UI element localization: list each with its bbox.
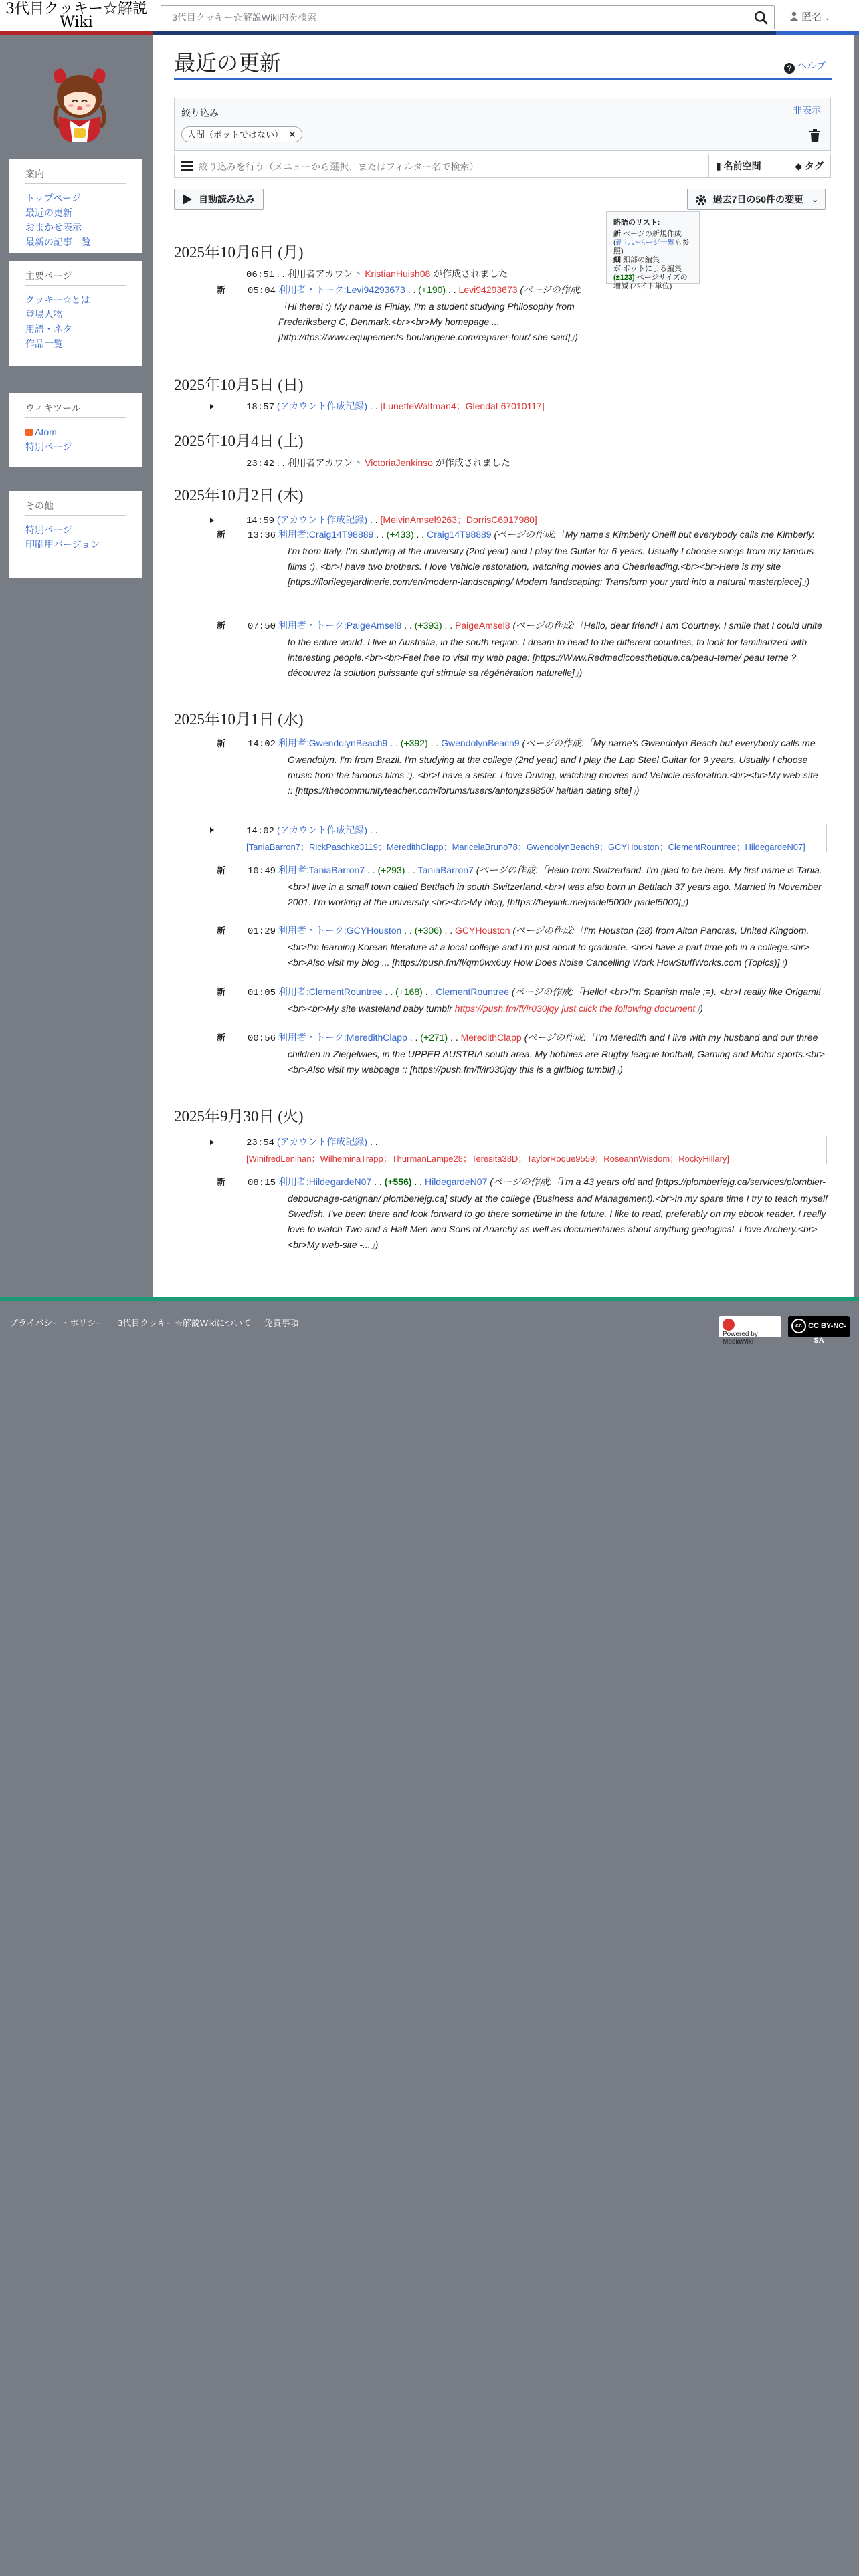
legend-title: 略語のリスト: xyxy=(613,219,660,227)
edit-summary: (ページの作成:「My name's Kimberly Oneill but everybody calls me Kimberly. I'm from Italy. I'm studying at the university (2nd year) and I play the Guitar for 6 years. Usually I choose songs from my famous films ;). <br>I have two brothers. I love Vehicle restoration, watching movies and Cheerleading.<br><br>Here is my site [https://florilegejardinerie.com/en/modern-landscaping/ Modern landscaping: Transform your yard into a natural masterpiece]」) xyxy=(288,529,816,587)
day-heading: 2025年10月5日 (日) xyxy=(174,377,304,393)
edit-summary: (ページの作成:「Hello from Switzerland. I'm glad to be here. My first name is Tania. <br>I live in a small town called Bettlach in south Switzerland.<br>I was also born in Bettlach 37 years ago. Married in November 2001. I'm working at the university.<br><br>My blog; [https://heylink.me/padel5000/ padel5000]」) xyxy=(288,865,822,907)
user-links[interactable]: [LunetteWaltman4；GlendaL67010117] xyxy=(380,401,545,411)
cc-license-icon: cc xyxy=(791,1319,806,1333)
legend-box xyxy=(606,211,700,290)
portal-heading: 主要ページ xyxy=(25,269,126,286)
user-link[interactable]: KristianHuish08 xyxy=(365,268,431,279)
nav-link-special-pages-2[interactable]: 特別ページ xyxy=(25,524,72,535)
new-pages-link[interactable]: 新しいページ一覧 xyxy=(615,239,675,247)
nav-link-recent-changes[interactable]: 最近の更新 xyxy=(25,207,72,218)
page-link[interactable]: 利用者:GwendolynBeach9 xyxy=(278,738,388,748)
portal-navigation xyxy=(9,159,142,253)
edit-summary: (ページの作成:「I'm a 43 years old and [https://plomberiejg.ca/services/plombier-debouchage-carignan/ plomberiejg.ca] study at the college (Business and Management).<br>In my spare time I try to teach myself Swedish. I've been there and look forward to go there sometime in the future. I like to read, preferably on my ebook reader. I really love to watch Two and a Half Men and Sons of Anarchy as well as documentaries about anything geological. I love Archery.<br><br>My web-site -...」) xyxy=(288,1176,828,1250)
nav-link-atom[interactable]: Atom xyxy=(25,425,126,439)
portal-others xyxy=(9,491,142,578)
legend-row: (±123) ページサイズの増減 (バイト単位) xyxy=(613,274,688,290)
nav-link-printable[interactable]: 印刷用バージョン xyxy=(25,539,100,550)
legend-row: 細 細部の編集 xyxy=(613,256,660,264)
log-link[interactable]: (アカウント作成記録) xyxy=(276,1136,368,1147)
change-row: 14:59 (アカウント作成記録) . . [MelvinAmsel9263；DorrisC6917980] xyxy=(246,514,537,526)
user-links[interactable]: [MelvinAmsel9263；DorrisC6917980] xyxy=(380,514,537,525)
namespace-button[interactable]: ▮ 名前空間 xyxy=(708,154,768,177)
powered-by-mediawiki-badge[interactable]: Powered by MediaWiki xyxy=(719,1316,781,1337)
search-box xyxy=(161,5,775,29)
user-link[interactable]: VictoriaJenkinso xyxy=(365,457,433,468)
page-link[interactable]: 利用者・トーク:Levi94293673 xyxy=(278,284,405,295)
license-badge[interactable]: cc CC BY-NC-SA xyxy=(788,1316,850,1337)
edit-summary: (ページの作成:「I'm Houston (28) from Alton Pancras, United Kingdom. <br>I'm learning Korean literature at a local college and I'm just about to graduate. <br>I have a part time job in a college.<br><br>Also visit my blog ... [https://push.fm/fl/qm0wx6uy How Does Noise Cancelling Work HowStuffWorks.com (Topics)]」) xyxy=(288,925,809,968)
portal-heading: ウィキツール xyxy=(25,401,126,418)
filter-placeholder: 絞り込みを行う（メニューから選択、またはフィルター名で検索） xyxy=(199,161,479,172)
nav-link-terms[interactable]: 用語・ネタ xyxy=(25,324,72,334)
footer-links xyxy=(9,1316,310,1329)
search-icon[interactable] xyxy=(754,11,769,25)
change-row: 18:57 (アカウント作成記録) . . [LunetteWaltman4；GlendaL67010117] xyxy=(246,401,545,413)
help-icon: ? xyxy=(784,63,795,74)
mascot-logo-icon[interactable] xyxy=(43,63,116,143)
size-diff: (+293) xyxy=(377,865,405,875)
change-row: 23:42 . . 利用者アカウント VictoriaJenkinso が作成されました xyxy=(246,457,510,469)
author-link[interactable]: TaniaBarron7 xyxy=(417,865,474,875)
day-heading: 2025年10月2日 (木) xyxy=(174,487,304,504)
size-diff: (+556) xyxy=(384,1176,412,1187)
page-link[interactable]: 利用者・トーク:PaigeAmsel8 xyxy=(278,620,402,631)
book-icon: ▮ xyxy=(716,160,724,171)
size-diff: (+433) xyxy=(386,529,414,540)
expand-arrow-icon[interactable] xyxy=(210,827,214,833)
filters-hide-link[interactable]: 非表示 xyxy=(793,105,821,116)
filters-title: 絞り込み xyxy=(181,108,219,118)
page-link[interactable]: 利用者:HildegardeN07 xyxy=(278,1176,372,1187)
nav-link-random[interactable]: おまかせ表示 xyxy=(25,222,82,233)
day-heading: 2025年10月4日 (土) xyxy=(174,433,304,449)
day-heading: 2025年9月30日 (火) xyxy=(174,1108,304,1125)
nav-link-about[interactable]: クッキー☆とは xyxy=(25,294,90,305)
author-link[interactable]: GCYHouston xyxy=(455,925,510,936)
author-link[interactable]: PaigeAmsel8 xyxy=(455,620,510,631)
play-icon xyxy=(183,194,192,205)
page-link[interactable]: 利用者:Craig14T98889 xyxy=(278,529,374,540)
nav-link-special-pages[interactable]: 特別ページ xyxy=(25,441,72,452)
nav-link-characters[interactable]: 登場人物 xyxy=(25,309,63,320)
change-row: 06:51 . . 利用者アカウント KristianHuish08 が作成されました xyxy=(246,268,508,280)
author-link[interactable]: HildegardeN07 xyxy=(424,1176,488,1187)
author-link[interactable]: Levi94293673 xyxy=(458,284,518,295)
chevron-down-icon: ⌄ xyxy=(824,15,830,22)
page-title: 最近の更新 xyxy=(174,49,832,80)
portal-heading: その他 xyxy=(25,499,126,516)
site-header xyxy=(0,0,859,35)
day-heading: 2025年10月1日 (水) xyxy=(174,711,304,728)
user-icon xyxy=(789,11,799,21)
close-icon[interactable]: ✕ xyxy=(288,129,296,140)
legend-row: ボ ボットによる編集 xyxy=(613,265,682,273)
change-row: 23:54 (アカウント作成記録) . . [WinifredLenihan；WilheminaTrapp；ThurmanLampe28；Teresita38D；TaylorRoque9559；RoseannWisdom；RockyHillary] xyxy=(246,1136,730,1164)
size-diff: (+392) xyxy=(400,738,428,748)
filters-panel xyxy=(174,98,831,178)
footer-link-privacy[interactable]: プライバシー・ポリシー xyxy=(9,1318,105,1328)
help-link[interactable]: ? ヘルプ xyxy=(784,59,826,74)
footer-link-about[interactable]: 3代目クッキー☆解説Wikiについて xyxy=(117,1318,252,1328)
expand-arrow-icon[interactable] xyxy=(210,404,214,409)
nav-link-new-pages[interactable]: 最新の記事一覧 xyxy=(25,237,91,247)
size-diff: (+306) xyxy=(414,925,442,936)
live-update-button[interactable]: 自動読み込み xyxy=(174,189,264,210)
page-link[interactable]: 利用者・トーク:MeredithClapp xyxy=(278,1032,407,1043)
edit-summary: (ページの作成:「Hello, dear friend! I am Courtney. I smile that I could unite to the entire world. I live in Australia, in the south region. I dream to head to the different countries, to look for familiarized with interesting people.<br><br>Feel free to visit my web page: [https://Www.Redmedicoesthetique.ca/peau-terne/ peau terne ? découvrez la solution puissante qui stimule sa régénération naturelle]」) xyxy=(288,620,822,678)
log-link[interactable]: (アカウント作成記録) xyxy=(276,401,368,411)
external-link[interactable]: https://push.fm/fl/ir030jqy just click the following document xyxy=(454,1003,696,1014)
user-links[interactable]: [TaniaBarron7；RickPaschke3119；MeredithClapp；MaricelaBruno78；GwendolynBeach9；GCYHouston；ClementRountree；HildegardeN07] xyxy=(246,842,805,852)
page-link[interactable]: 利用者:TaniaBarron7 xyxy=(278,865,365,875)
size-diff: (+168) xyxy=(395,986,423,997)
size-diff: (+393) xyxy=(414,620,442,631)
portal-main-pages xyxy=(9,261,142,366)
gear-icon xyxy=(694,193,708,207)
filter-chip[interactable]: 人間（ボットではない） ✕ xyxy=(181,126,302,142)
change-row: 14:02 (アカウント作成記録) . . [TaniaBarron7；RickPaschke3119；MeredithClapp；MaricelaBruno78；GwendolynBeach9；GCYHouston；ClementRountree；HildegardeN07] xyxy=(246,825,805,852)
edit-summary: (ページの作成:「Hello! <br>I'm Spanish male ;=). <br>I really like Origami!<br><br>My site wasteland baby tumblr https://push.fm/fl/ir030jqy just click the following document」) xyxy=(288,986,821,1014)
day-heading: 2025年10月6日 (月) xyxy=(174,244,304,261)
portal-wiki-tools xyxy=(9,393,142,467)
expand-arrow-icon[interactable] xyxy=(210,518,214,523)
filter-search-input[interactable] xyxy=(174,154,831,178)
site-logo-text[interactable]: 3代目クッキー☆解説Wiki xyxy=(5,1,147,31)
user-links[interactable]: [WinifredLenihan；WilheminaTrapp；ThurmanLampe28；Teresita38D；TaylorRoque9559；RoseannWisdom；RockyHillary] xyxy=(246,1154,730,1164)
user-menu[interactable] xyxy=(789,9,856,25)
page-link[interactable]: 利用者・トーク:GCYHouston xyxy=(278,925,402,936)
size-diff: (+190) xyxy=(418,284,446,295)
search-input[interactable] xyxy=(161,6,758,29)
scroll-divider xyxy=(826,824,827,852)
edit-summary: (ページの作成:「My name's Gwendolyn Beach but everybody calls me Gwendolyn. I'm from Brazil. I'm studying at the college (2nd year) and I play the Lap Steel Guitar for 9 years. Usually I choose music from the famous films :). <br>I have a sister. I love Driving, watching movies and Vehicle restoration.<br><br>My web-site :: [https://thecommunityteacher.com/forums/users/antonjzs8850/ haitian dating site]」) xyxy=(288,738,818,796)
log-link[interactable]: (アカウント作成記録) xyxy=(276,825,368,835)
edit-summary: (ページの作成:「I'm Meredith and I live with my husband and our three children in Ziegelwies, in the UPPER AUSTRIA south area. My hobbies are Rugby league football, Gaming and Motor sports.<br><br>Also visit my webpage :: [https://push.fm/fl/ir030jqy this is a girlblog tumblr]」) xyxy=(288,1032,825,1075)
user-label: 匿名 xyxy=(801,11,822,23)
expand-arrow-icon[interactable] xyxy=(210,1140,214,1145)
page-link[interactable]: 利用者:ClementRountree xyxy=(278,986,383,997)
trash-icon[interactable] xyxy=(809,129,821,142)
scroll-divider xyxy=(826,1136,827,1164)
site-footer xyxy=(0,1297,859,1344)
author-link[interactable]: Craig14T98889 xyxy=(427,529,492,540)
footer-link-disclaimer[interactable]: 免責事項 xyxy=(264,1318,299,1328)
rss-feed-icon xyxy=(25,429,33,436)
menu-icon xyxy=(181,161,193,171)
size-diff: (+271) xyxy=(420,1032,448,1043)
active-filters-box xyxy=(174,98,831,151)
author-link[interactable]: GwendolynBeach9 xyxy=(441,738,520,748)
edit-summary: (ページの作成:「Hi there! :) My name is Finlay, I'm a student studying Philosophy from Frederiksberg C, Denmark.<br><br>My homepage ... [http://ttps://www.equipements-boulangerie.com/reparer-four/ she said]」) xyxy=(278,284,582,342)
period-options-button[interactable]: 過去7日の50件の変更 ⌄ xyxy=(687,189,826,210)
tag-icon: ◆ xyxy=(795,160,805,171)
author-link[interactable]: ClementRountree xyxy=(436,986,510,997)
tag-button[interactable]: ◆ タグ xyxy=(795,160,824,171)
legend-row: 新 ページの新規作成 (新しいページ一覧も参照) xyxy=(613,230,690,255)
portal-heading: 案内 xyxy=(25,167,126,184)
log-link[interactable]: (アカウント作成記録) xyxy=(276,514,368,525)
author-link[interactable]: MeredithClapp xyxy=(460,1032,522,1043)
mediawiki-logo-icon xyxy=(723,1319,735,1331)
nav-link-main-page[interactable]: トップページ xyxy=(25,193,81,203)
chevron-down-icon: ⌄ xyxy=(811,195,818,204)
nav-link-works[interactable]: 作品一覧 xyxy=(25,338,63,349)
